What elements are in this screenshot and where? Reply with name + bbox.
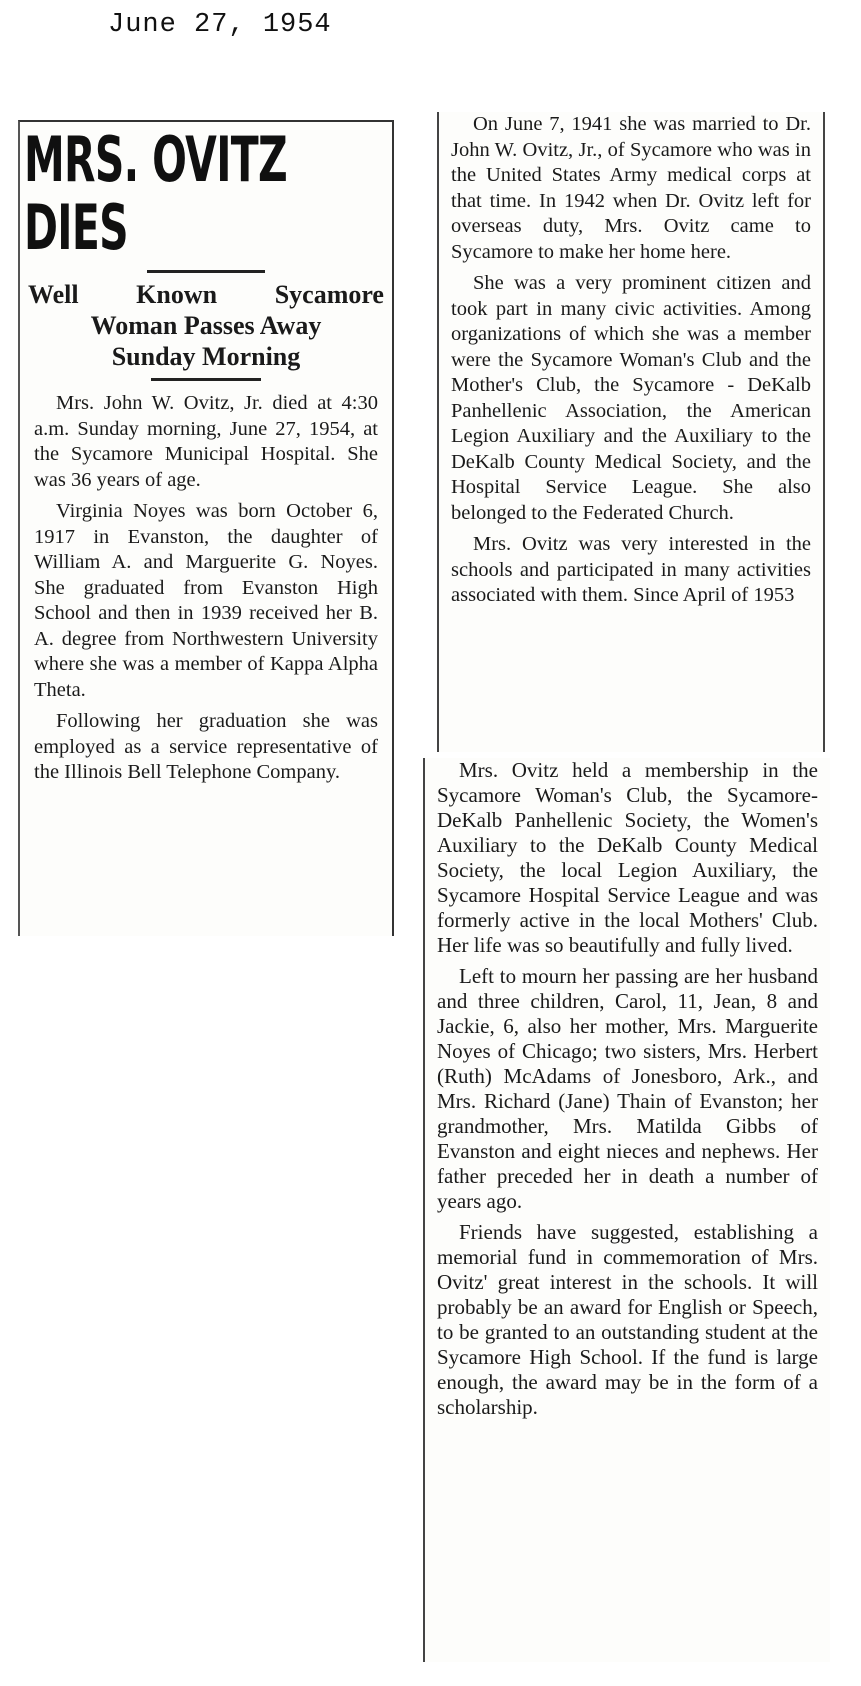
article-paragraph: Friends have suggested, establishing a memorial fund in commemoration of Mrs. Ovitz' great interest in the schools. It will probably be an award for English or Speech, to be granted to an outstanding student at the Sycamore High School. If the fund is large enough, the award may be in the form of a scholarship. — [437, 1220, 818, 1419]
article-paragraph: Mrs. John W. Ovitz, Jr. died at 4:30 a.m. Sunday morning, June 27, 1954, at the Sycamore Municipal Hospital. She was 36 years of age. — [34, 392, 378, 491]
article-paragraph: Following her graduation she was employed as a service representative of the Illinois Bell Telephone Company. — [34, 710, 378, 783]
headline — [20, 123, 376, 252]
article-paragraph: Mrs. Ovitz was very interested in the schools and participated in many activities associated with them. Since April of 1953 — [451, 533, 811, 606]
subheadline-line-2: Woman Passes Away — [90, 311, 322, 340]
clipping-column-1 — [18, 120, 394, 936]
article-paragraph: Virginia Noyes was born October 6, 1917 in Evanston, the daughter of William A. and Marguerite G. Noyes. She graduated from Evanston High School and then in 1939 received her B. A. degree from Northwestern University where she was a member of Kappa Alpha Theta. — [34, 500, 378, 701]
headline-block — [20, 122, 392, 252]
subheadline-word: Well — [28, 280, 79, 309]
subheadline-word: Sycamore — [274, 280, 384, 309]
subheadline-word: Known — [136, 280, 218, 309]
headline-rule — [147, 270, 265, 273]
clipping-date: June 27, 1954 — [108, 10, 332, 40]
clipping-column-2 — [437, 112, 825, 752]
article-paragraph: On June 7, 1941 she was married to Dr. John W. Ovitz, Jr., of Sycamore who was in the United States Army medical corps at that time. In 1942 when Dr. Ovitz left for overseas duty, Mrs. Ovitz came to Sycamore to make her home here. — [451, 113, 811, 263]
article-paragraph: She was a very prominent citizen and took part in many civic activities. Among organizations of which she was a member were the Sycamore Woman's Club and the Mother's Club, the Sycamore - DeKalb Panhellenic Association, the American Legion Auxiliary and the Auxiliary to the DeKalb County Medical Society, and the Hospital Service League. She also belonged to the Federated Church. — [451, 272, 811, 524]
clipping-column-3 — [423, 758, 830, 1662]
headline-line-1: MRS. OVITZ DIES — [23, 123, 288, 252]
subheadline-line-3: Sunday Morning — [111, 342, 301, 371]
subheadline-rule — [151, 378, 261, 381]
subheadline-line-1 — [24, 279, 388, 310]
article-paragraph: Mrs. Ovitz held a membership in the Sycamore Woman's Club, the Sycamore-DeKalb Panhellenic Society, the Women's Auxiliary to the DeKalb County Medical Society, the local Legion Auxiliary, the Sycamore Hospital Service League and was formerly active in the local Mothers' Club. Her life was so beautifully and fully lived. — [437, 758, 818, 957]
subheadline — [24, 279, 388, 372]
article-paragraph: Left to mourn her passing are her husband and three children, Carol, 11, Jean, 8 and Jackie, 6, also her mother, Mrs. Marguerite Noyes of Chicago; two sisters, Mrs. Herbert (Ruth) McAdams of Jonesboro, Ark., and Mrs. Richard (Jane) Thain of Evanston; her grandmother, Mrs. Matilda Gibbs of Evanston and eight nieces and nephews. Her father preceded her in death a number of years ago. — [437, 964, 818, 1213]
